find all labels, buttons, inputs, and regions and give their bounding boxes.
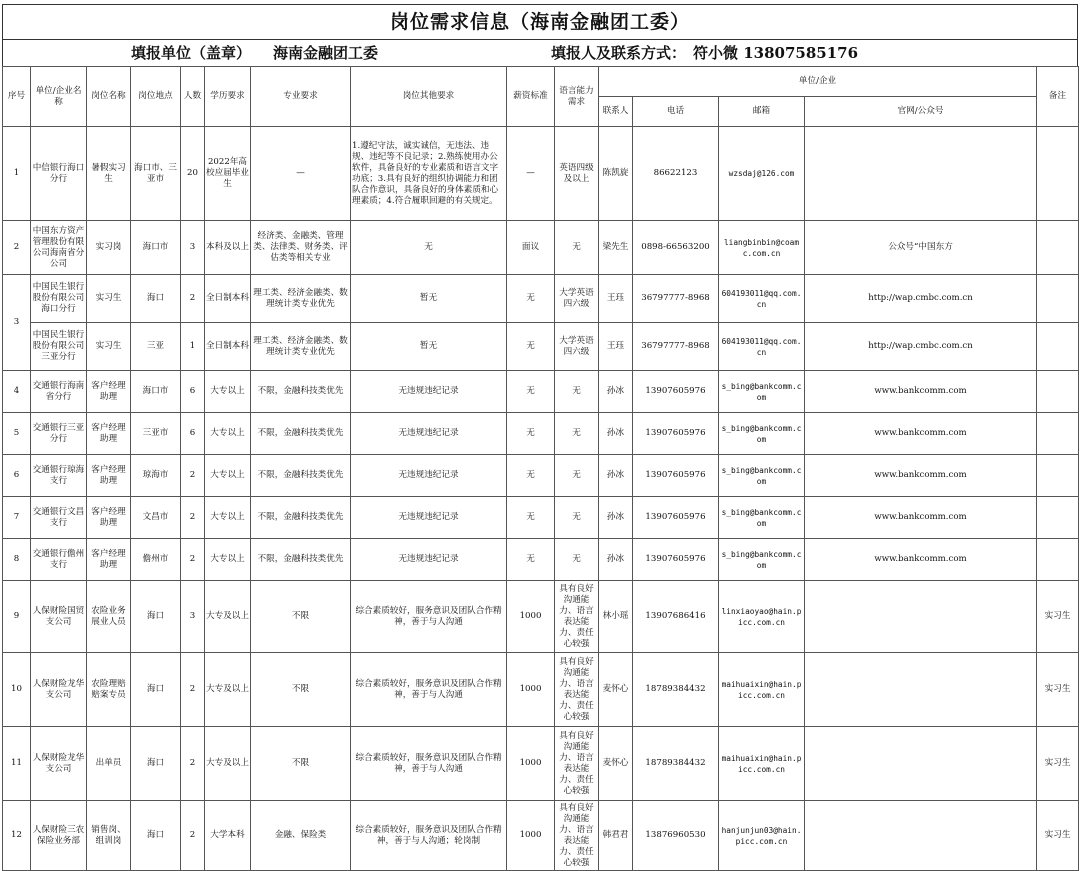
cell-email: s_bing@bankcomm.com (719, 539, 805, 581)
table-row (3, 455, 1079, 497)
cell-phone: 13907605976 (633, 371, 719, 413)
cell-contact: 陈凯旋 (599, 127, 633, 221)
table-row (3, 727, 1079, 801)
cell-email: 604193011@qq.com.cn (719, 323, 805, 371)
cell-salary: 无 (507, 323, 555, 371)
cell-seq: 4 (3, 371, 31, 413)
cell-seq: 5 (3, 413, 31, 455)
cell-location: 海口市 (131, 221, 181, 275)
cell-major: — (251, 127, 351, 221)
cell-position: 客户经理助理 (87, 455, 131, 497)
cell-email: 604193011@qq.com.cn (719, 275, 805, 323)
cell-count: 6 (181, 413, 205, 455)
cell-email: s_bing@bankcomm.com (719, 497, 805, 539)
header-education: 学历要求 (205, 67, 251, 127)
table-row (3, 127, 1079, 221)
cell-location: 海口 (131, 801, 181, 871)
cell-language: 大学英语四六级 (555, 323, 599, 371)
cell-major: 不限 (251, 653, 351, 727)
cell-salary: 面议 (507, 221, 555, 275)
cell-location: 三亚 (131, 323, 181, 371)
cell-phone: 86622123 (633, 127, 719, 221)
cell-seq: 12 (3, 801, 31, 871)
cell-company: 中信银行海口分行 (31, 127, 87, 221)
cell-seq: 9 (3, 581, 31, 653)
cell-contact: 林小瑶 (599, 581, 633, 653)
cell-other: 无 (351, 221, 507, 275)
cell-location: 海口市 (131, 371, 181, 413)
cell-count: 2 (181, 801, 205, 871)
cell-other: 无违规违纪记录 (351, 497, 507, 539)
cell-website: www.bankcomm.com (805, 539, 1037, 581)
cell-other: 综合素质较好，服务意识及团队合作精神，善于与人沟通；轮岗制 (351, 801, 507, 871)
cell-website: www.bankcomm.com (805, 413, 1037, 455)
cell-other: 无违规违纪记录 (351, 371, 507, 413)
cell-major: 理工类、经济金融类、数理统计类专业优先 (251, 323, 351, 371)
cell-location: 海口 (131, 581, 181, 653)
cell-education: 大学本科 (205, 801, 251, 871)
cell-count: 2 (181, 497, 205, 539)
sheet (2, 4, 1078, 871)
cell-count: 1 (181, 323, 205, 371)
cell-website (805, 581, 1037, 653)
cell-seq: 11 (3, 727, 31, 801)
cell-contact: 麦怀心 (599, 653, 633, 727)
cell-website: www.bankcomm.com (805, 455, 1037, 497)
cell-seq: 10 (3, 653, 31, 727)
cell-email: linxiaoyao@hain.picc.com.cn (719, 581, 805, 653)
cell-company: 交通银行琼海支行 (31, 455, 87, 497)
table-row (3, 653, 1079, 727)
cell-contact: 韩君君 (599, 801, 633, 871)
cell-other: 综合素质较好，服务意识及团队合作精神，善于与人沟通 (351, 727, 507, 801)
cell-education: 大专及以上 (205, 653, 251, 727)
cell-remark: 实习生 (1037, 653, 1079, 727)
cell-position: 农险理赔赔案专员 (87, 653, 131, 727)
cell-company: 交通银行文昌支行 (31, 497, 87, 539)
cell-company: 人保财险龙华支公司 (31, 727, 87, 801)
cell-major: 经济类、金融类、管理类、法律类、财务类、评估类等相关专业 (251, 221, 351, 275)
cell-count: 2 (181, 455, 205, 497)
cell-seq: 3 (3, 275, 31, 371)
subtitle-bar (2, 39, 1078, 66)
cell-language: 无 (555, 497, 599, 539)
table-row (3, 581, 1079, 653)
cell-salary: 无 (507, 371, 555, 413)
cell-remark (1037, 413, 1079, 455)
job-table (2, 66, 1079, 871)
table-row (3, 801, 1079, 871)
cell-location: 三亚市 (131, 413, 181, 455)
cell-position: 客户经理助理 (87, 413, 131, 455)
header-position: 岗位名称 (87, 67, 131, 127)
cell-remark (1037, 371, 1079, 413)
cell-salary: 1000 (507, 801, 555, 871)
cell-major: 理工类、经济金融类、数理统计类专业优先 (251, 275, 351, 323)
cell-company: 人保财险三农保险业务部 (31, 801, 87, 871)
header-seq: 序号 (3, 67, 31, 127)
header-location: 岗位地点 (131, 67, 181, 127)
cell-email: s_bing@bankcomm.com (719, 371, 805, 413)
cell-other: 暂无 (351, 323, 507, 371)
cell-phone: 0898-66563200 (633, 221, 719, 275)
cell-remark (1037, 539, 1079, 581)
table-row (3, 497, 1079, 539)
cell-location: 海口 (131, 275, 181, 323)
cell-major: 不限，金融科技类优先 (251, 539, 351, 581)
cell-salary: 1000 (507, 581, 555, 653)
table-row (3, 413, 1079, 455)
unit-label: 填报单位（盖章） (131, 44, 252, 62)
cell-count: 3 (181, 581, 205, 653)
cell-major: 金融、保险类 (251, 801, 351, 871)
cell-major: 不限，金融科技类优先 (251, 371, 351, 413)
cell-education: 2022年高校应届毕业生 (205, 127, 251, 221)
cell-other: 无违规违纪记录 (351, 539, 507, 581)
page-title: 岗位需求信息（海南金融团工委） (2, 4, 1078, 39)
cell-email: hanjunjun03@hain.picc.com.cn (719, 801, 805, 871)
cell-email: liangbinbin@coamc.com.cn (719, 221, 805, 275)
cell-remark (1037, 455, 1079, 497)
table-row (3, 323, 1079, 371)
cell-contact: 孙冰 (599, 539, 633, 581)
cell-position: 实习岗 (87, 221, 131, 275)
header-major: 专业要求 (251, 67, 351, 127)
cell-remark (1037, 275, 1079, 323)
header-count: 人数 (181, 67, 205, 127)
cell-position: 实习生 (87, 323, 131, 371)
cell-count: 2 (181, 653, 205, 727)
cell-remark (1037, 127, 1079, 221)
cell-salary: 1000 (507, 727, 555, 801)
cell-position: 实习生 (87, 275, 131, 323)
cell-phone: 13907605976 (633, 497, 719, 539)
cell-phone: 36797777-8968 (633, 323, 719, 371)
cell-count: 2 (181, 727, 205, 801)
cell-education: 大专及以上 (205, 581, 251, 653)
header-contact: 联系人 (599, 97, 633, 127)
cell-salary: 无 (507, 413, 555, 455)
cell-education: 全日制本科 (205, 323, 251, 371)
cell-phone: 13876960530 (633, 801, 719, 871)
contact-label: 填报人及联系方式： (551, 44, 687, 62)
cell-website (805, 653, 1037, 727)
cell-language: 具有良好沟通能力、语言表达能力、责任心较强 (555, 581, 599, 653)
cell-count: 2 (181, 275, 205, 323)
cell-phone: 13907605976 (633, 413, 719, 455)
cell-language: 具有良好沟通能力、语言表达能力、责任心较强 (555, 801, 599, 871)
header-remark: 备注 (1037, 67, 1079, 127)
header-company: 单位/企业名称 (31, 67, 87, 127)
cell-count: 3 (181, 221, 205, 275)
cell-contact: 孙冰 (599, 413, 633, 455)
header-language: 语言能力需求 (555, 67, 599, 127)
cell-website (805, 801, 1037, 871)
header-salary: 薪资标准 (507, 67, 555, 127)
cell-phone: 36797777-8968 (633, 275, 719, 323)
cell-website (805, 127, 1037, 221)
cell-remark: 实习生 (1037, 801, 1079, 871)
cell-education: 全日制本科 (205, 275, 251, 323)
cell-other: 综合素质较好，服务意识及团队合作精神，善于与人沟通 (351, 581, 507, 653)
cell-language: 无 (555, 539, 599, 581)
cell-location: 琼海市 (131, 455, 181, 497)
header-website: 官网/公众号 (805, 97, 1037, 127)
cell-website: http://wap.cmbc.com.cn (805, 323, 1037, 371)
cell-salary: 1000 (507, 653, 555, 727)
cell-seq: 8 (3, 539, 31, 581)
cell-language: 具有良好沟通能力、语言表达能力、责任心较强 (555, 727, 599, 801)
cell-company: 交通银行儋州支行 (31, 539, 87, 581)
cell-company: 人保财险龙华支公司 (31, 653, 87, 727)
unit-value: 海南金融团工委 (273, 44, 379, 62)
cell-education: 大专以上 (205, 539, 251, 581)
cell-language: 无 (555, 371, 599, 413)
cell-other: 无违规违纪记录 (351, 455, 507, 497)
cell-website: http://wap.cmbc.com.cn (805, 275, 1037, 323)
cell-salary: — (507, 127, 555, 221)
cell-location: 海口市、三亚市 (131, 127, 181, 221)
cell-email: s_bing@bankcomm.com (719, 455, 805, 497)
cell-remark: 实习生 (1037, 581, 1079, 653)
cell-position: 出单员 (87, 727, 131, 801)
cell-remark: 实习生 (1037, 727, 1079, 801)
contact-value: 符小微 13807585176 (693, 44, 859, 62)
cell-language: 大学英语四六级 (555, 275, 599, 323)
cell-position: 客户经理助理 (87, 371, 131, 413)
cell-email: maihuaixin@hain.picc.com.cn (719, 727, 805, 801)
cell-other: 无违规违纪记录 (351, 413, 507, 455)
cell-website: www.bankcomm.com (805, 497, 1037, 539)
cell-email: wzsdaj@126.com (719, 127, 805, 221)
cell-company: 中国民生银行股份有限公司海口分行 (31, 275, 87, 323)
header-unit-group: 单位/企业 (599, 67, 1037, 97)
header-phone: 电话 (633, 97, 719, 127)
cell-website: 公众号“中国东方 (805, 221, 1037, 275)
cell-major: 不限，金融科技类优先 (251, 413, 351, 455)
cell-salary: 无 (507, 275, 555, 323)
cell-education: 本科及以上 (205, 221, 251, 275)
cell-contact: 王珏 (599, 323, 633, 371)
cell-location: 海口 (131, 653, 181, 727)
cell-education: 大专以上 (205, 455, 251, 497)
cell-company: 人保财险国贸支公司 (31, 581, 87, 653)
cell-seq: 6 (3, 455, 31, 497)
cell-phone: 18789384432 (633, 653, 719, 727)
cell-position: 暑假实习生 (87, 127, 131, 221)
cell-location: 文昌市 (131, 497, 181, 539)
cell-salary: 无 (507, 497, 555, 539)
cell-phone: 13907686416 (633, 581, 719, 653)
table-row (3, 371, 1079, 413)
cell-language: 无 (555, 413, 599, 455)
table-row (3, 539, 1079, 581)
cell-company: 交通银行三亚分行 (31, 413, 87, 455)
cell-education: 大专以上 (205, 413, 251, 455)
cell-remark (1037, 323, 1079, 371)
cell-other: 暂无 (351, 275, 507, 323)
cell-phone: 13907605976 (633, 455, 719, 497)
cell-salary: 无 (507, 455, 555, 497)
table-row (3, 275, 1079, 323)
cell-contact: 孙冰 (599, 371, 633, 413)
cell-seq: 7 (3, 497, 31, 539)
cell-location: 儋州市 (131, 539, 181, 581)
cell-count: 20 (181, 127, 205, 221)
cell-salary: 无 (507, 539, 555, 581)
cell-education: 大专以上 (205, 371, 251, 413)
header-other-req: 岗位其他要求 (351, 67, 507, 127)
cell-contact: 王珏 (599, 275, 633, 323)
cell-phone: 13907605976 (633, 539, 719, 581)
cell-email: s_bing@bankcomm.com (719, 413, 805, 455)
cell-remark (1037, 221, 1079, 275)
cell-position: 客户经理助理 (87, 497, 131, 539)
cell-company: 交通银行海南省分行 (31, 371, 87, 413)
cell-language: 具有良好沟通能力、语言表达能力、责任心较强 (555, 653, 599, 727)
cell-major: 不限 (251, 727, 351, 801)
cell-position: 农险业务展业人员 (87, 581, 131, 653)
cell-major: 不限，金融科技类优先 (251, 455, 351, 497)
cell-email: maihuaixin@hain.picc.com.cn (719, 653, 805, 727)
cell-position: 客户经理助理 (87, 539, 131, 581)
cell-website (805, 727, 1037, 801)
cell-contact: 麦怀心 (599, 727, 633, 801)
cell-position: 销售岗、组训岗 (87, 801, 131, 871)
cell-count: 2 (181, 539, 205, 581)
cell-education: 大专以上 (205, 497, 251, 539)
cell-language: 英语四级及以上 (555, 127, 599, 221)
cell-language: 无 (555, 455, 599, 497)
cell-other: 综合素质较好，服务意识及团队合作精神，善于与人沟通 (351, 653, 507, 727)
header-email: 邮箱 (719, 97, 805, 127)
cell-seq: 2 (3, 221, 31, 275)
cell-contact: 孙冰 (599, 455, 633, 497)
table-row (3, 221, 1079, 275)
cell-website: www.bankcomm.com (805, 371, 1037, 413)
cell-contact: 孙冰 (599, 497, 633, 539)
cell-company: 中国民生银行股份有限公司三亚分行 (31, 323, 87, 371)
cell-other: 1.遵纪守法，诚实诚信，无违法、违规、违纪等不良记录；2.熟练使用办公软件，具备良好的专业素质和语言文字功底；3.具有良好的组织协调能力和团队合作意识，具备良好的身体素质和心理素质；4.符合履职回避的有关规定。 (351, 127, 507, 221)
cell-major: 不限，金融科技类优先 (251, 497, 351, 539)
cell-phone: 18789384432 (633, 727, 719, 801)
cell-location: 海口 (131, 727, 181, 801)
cell-remark (1037, 497, 1079, 539)
cell-count: 6 (181, 371, 205, 413)
cell-contact: 梁先生 (599, 221, 633, 275)
cell-major: 不限 (251, 581, 351, 653)
cell-seq: 1 (3, 127, 31, 221)
cell-language: 无 (555, 221, 599, 275)
cell-education: 大专及以上 (205, 727, 251, 801)
cell-company: 中国东方资产管理股份有限公司海南省分公司 (31, 221, 87, 275)
